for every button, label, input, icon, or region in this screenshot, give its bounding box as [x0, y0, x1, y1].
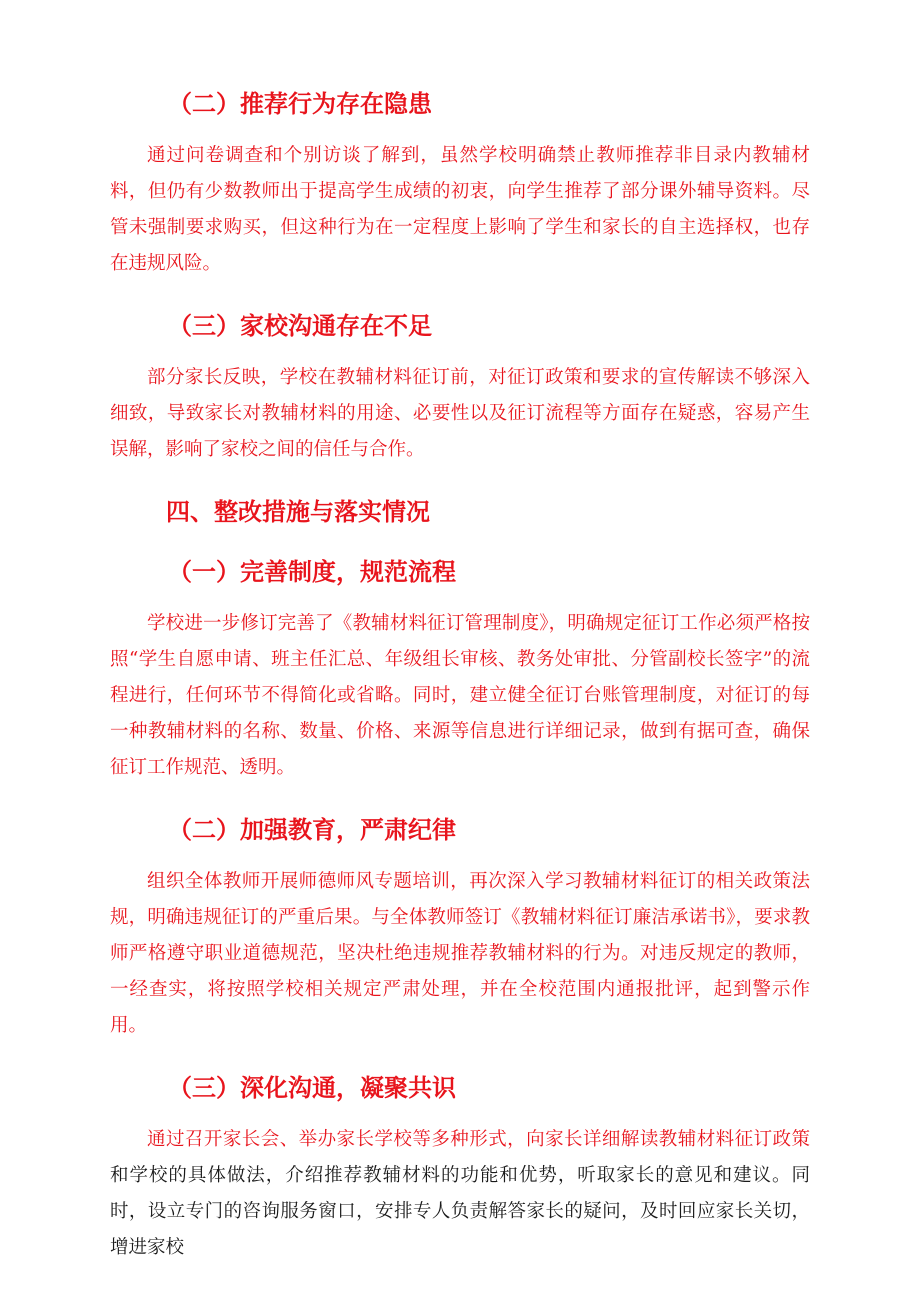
section-heading-strengthen-education: （二）加强教育，严肃纪律 [168, 815, 456, 844]
paragraph-improve-system: 学校进一步修订完善了《教辅材料征订管理制度》，明确规定征订工作必须严格按照“学生自愿申请、班主任汇总、年级组长审核、教务处审批、分管副校长签字”的流程进行，任何环节不得简化或省略。同时，建立健全征订台账管理制度，对征订的每一种教辅材料的名称、数量、价格、来源等信息进行详细记录，做到有据可查，确保征订工作规范、透明。 [110, 613, 810, 778]
document-page [110, 88, 810, 1266]
paragraph-deepen-communication-red: 通过召开家长会、举办家长学校等多种形式，向家长详细解读教辅材料征订政策 [147, 1129, 810, 1150]
chapter-heading-rectification-measures: 四、整改措施与落实情况 [166, 497, 430, 526]
paragraph-deepen-communication [110, 1122, 810, 1266]
section-heading-home-school-communication: （三）家校沟通存在不足 [168, 311, 432, 340]
section-heading-recommendation-risk: （二）推荐行为存在隐患 [168, 89, 432, 118]
section-heading-deepen-communication: （三）深化沟通，凝聚共识 [168, 1073, 456, 1102]
paragraph-deepen-communication-black: 和学校的具体做法，介绍推荐教辅材料的功能和优势，听取家长的意见和建议。同时，设立专门的咨询服务窗口，安排专人负责解答家长的疑问，及时回应家长关切，增进家校 [110, 1165, 810, 1258]
paragraph-strengthen-education: 组织全体教师开展师德师风专题培训，再次深入学习教辅材料征订的相关政策法规，明确违规征订的严重后果。与全体教师签订《教辅材料征订廉洁承诺书》，要求教师严格遵守职业道德规范，坚决杜绝违规推荐教辅材料的行为。对违反规定的教师，一经查实，将按照学校相关规定严肃处理，并在全校范围内通报批评，起到警示作用。 [110, 871, 810, 1036]
paragraph-recommendation-risk: 通过问卷调查和个别访谈了解到，虽然学校明确禁止教师推荐非目录内教辅材料，但仍有少数教师出于提高学生成绩的初衷，向学生推荐了部分课外辅导资料。尽管未强制要求购买，但这种行为在一定程度上影响了学生和家长的自主选择权，也存在违规风险。 [110, 145, 810, 274]
paragraph-home-school-communication: 部分家长反映，学校在教辅材料征订前，对征订政策和要求的宣传解读不够深入细致，导致家长对教辅材料的用途、必要性以及征订流程等方面存在疑惑，容易产生误解，影响了家校之间的信任与合作。 [110, 367, 810, 460]
section-heading-improve-system: （一）完善制度，规范流程 [168, 557, 456, 586]
